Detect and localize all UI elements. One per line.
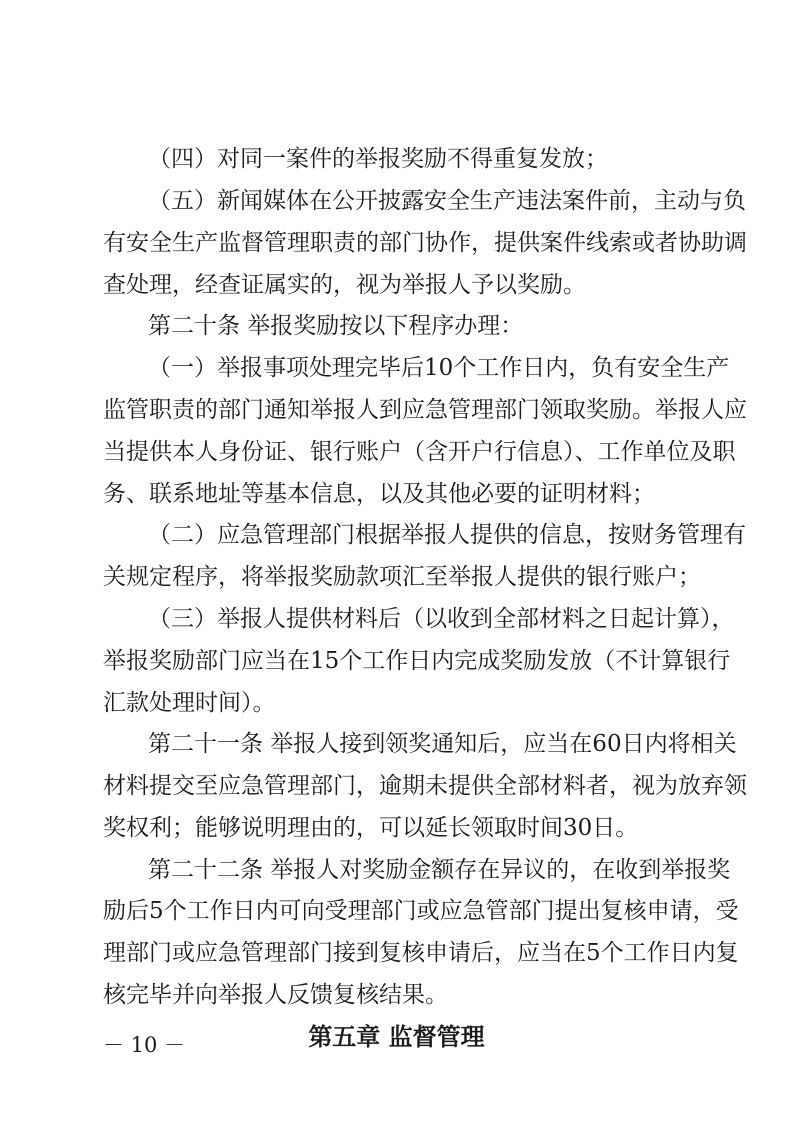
page-number: － 10 － bbox=[103, 1033, 186, 1057]
chapter-heading: 第五章 监督管理 bbox=[308, 1023, 485, 1051]
